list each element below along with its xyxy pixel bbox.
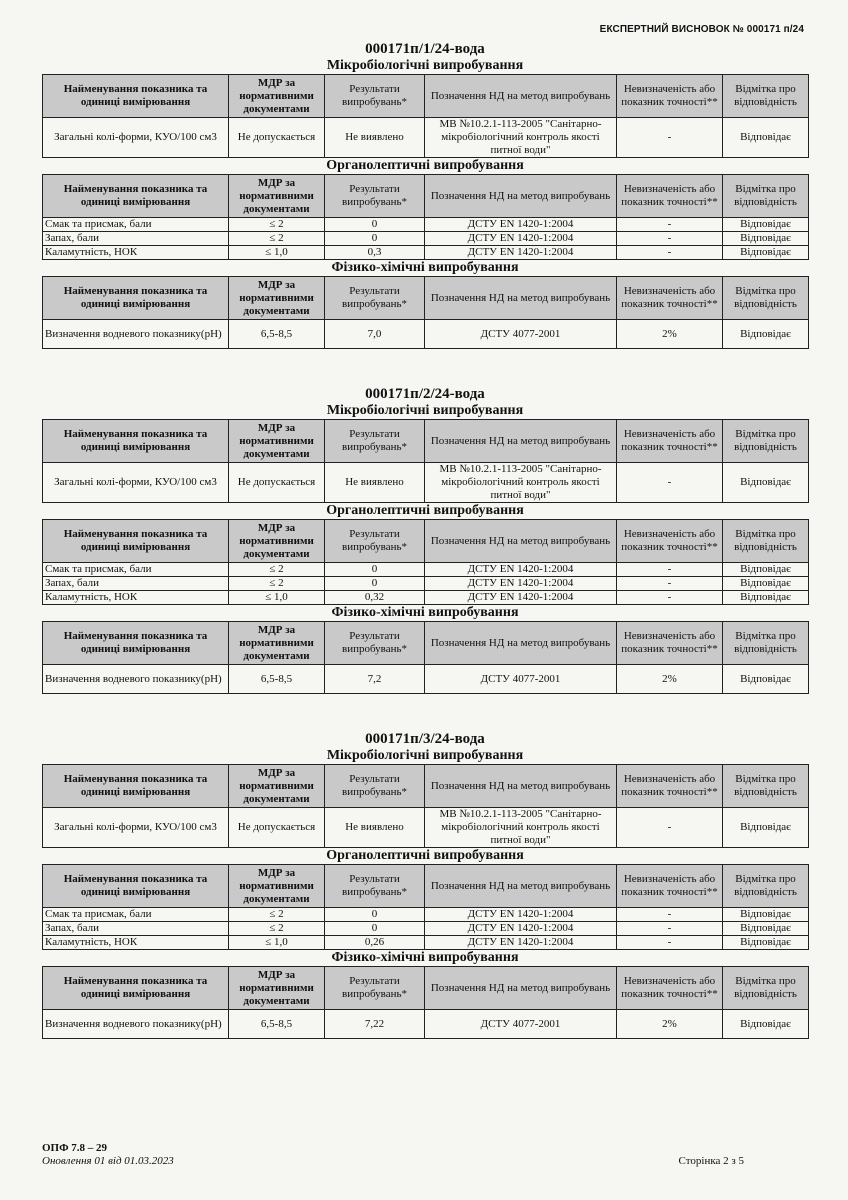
- cell-mdr: ≤ 1,0: [229, 591, 325, 605]
- cell-uncertainty: 2%: [617, 1010, 723, 1039]
- cell-mdr: ≤ 2: [229, 577, 325, 591]
- sample-id: 000171п/3/24-вода: [365, 731, 485, 747]
- table-row: [43, 936, 809, 950]
- cell-method: ДСТУ 4077-2001: [425, 1010, 617, 1039]
- cell-mdr: ≤ 1,0: [229, 246, 325, 260]
- column-header: Невизначеність або показник точності**: [617, 765, 723, 808]
- cell-uncertainty: -: [617, 563, 723, 577]
- column-header: МДР за нормативними документами: [229, 622, 325, 665]
- cell-indicator: Запах, бали: [43, 922, 229, 936]
- column-header: Позначення НД на метод випробувань: [425, 967, 617, 1010]
- column-header: Невизначеність або показник точності**: [617, 520, 723, 563]
- cell-indicator: Загальні колі-форми, КУО/100 см3: [43, 808, 229, 848]
- cell-uncertainty: -: [617, 218, 723, 232]
- cell-method: МВ №10.2.1-113-2005 "Санітарно-мікробіологічний контроль якості питної води": [425, 118, 617, 158]
- table-row: [43, 908, 809, 922]
- section-title-phys: Фізико-хімічні випробування: [331, 950, 519, 965]
- cell-indicator: Запах, бали: [43, 232, 229, 246]
- cell-indicator: Визначення водневого показнику(pH): [43, 665, 229, 694]
- footer-form-info: [42, 1142, 174, 1168]
- section-title-micro: Мікробіологічні випробування: [326, 58, 524, 73]
- organo-table: [42, 174, 809, 260]
- column-header: Результати випробувань*: [325, 765, 425, 808]
- cell-mdr: ≤ 2: [229, 218, 325, 232]
- cell-indicator: Визначення водневого показнику(pH): [43, 1010, 229, 1039]
- sample-block: [42, 385, 808, 730]
- cell-result: 0: [325, 218, 425, 232]
- column-header: Невизначеність або показник точності**: [617, 175, 723, 218]
- table-row: [43, 118, 809, 158]
- column-header: Відмітка про відповідність: [723, 622, 809, 665]
- column-header: Відмітка про відповідність: [723, 967, 809, 1010]
- table-header-row: [43, 75, 809, 118]
- cell-result: 0,26: [325, 936, 425, 950]
- cell-result: 0: [325, 577, 425, 591]
- column-header: Найменування показника та одиниці вимірювання: [43, 622, 229, 665]
- cell-mark: Відповідає: [723, 922, 809, 936]
- column-header: Позначення НД на метод випробувань: [425, 520, 617, 563]
- cell-result: 0,3: [325, 246, 425, 260]
- cell-uncertainty: -: [617, 591, 723, 605]
- cell-result: Не виявлено: [325, 118, 425, 158]
- column-header: Найменування показника та одиниці вимірювання: [43, 175, 229, 218]
- table-row: [43, 320, 809, 349]
- column-header: Відмітка про відповідність: [723, 765, 809, 808]
- column-header: Відмітка про відповідність: [723, 75, 809, 118]
- cell-mark: Відповідає: [723, 118, 809, 158]
- table-row: [43, 922, 809, 936]
- section-title-organo: Органолептичні випробування: [326, 158, 524, 173]
- column-header: Невизначеність або показник точності**: [617, 865, 723, 908]
- cell-indicator: Каламутність, НОК: [43, 936, 229, 950]
- table-header-row: [43, 622, 809, 665]
- page-number: Сторінка 2 з 5: [678, 1155, 744, 1167]
- cell-method: ДСТУ EN 1420-1:2004: [425, 577, 617, 591]
- cell-method: ДСТУ 4077-2001: [425, 665, 617, 694]
- column-header: Найменування показника та одиниці вимірювання: [43, 967, 229, 1010]
- column-header: Позначення НД на метод випробувань: [425, 765, 617, 808]
- cell-uncertainty: 2%: [617, 665, 723, 694]
- cell-uncertainty: -: [617, 936, 723, 950]
- column-header: МДР за нормативними документами: [229, 175, 325, 218]
- cell-mdr: 6,5-8,5: [229, 1010, 325, 1039]
- cell-method: ДСТУ EN 1420-1:2004: [425, 563, 617, 577]
- cell-uncertainty: -: [617, 232, 723, 246]
- column-header: Найменування показника та одиниці вимірювання: [43, 520, 229, 563]
- cell-mark: Відповідає: [723, 218, 809, 232]
- column-header: Відмітка про відповідність: [723, 277, 809, 320]
- cell-result: 0: [325, 232, 425, 246]
- table-header-row: [43, 175, 809, 218]
- cell-mark: Відповідає: [723, 232, 809, 246]
- column-header: МДР за нормативними документами: [229, 967, 325, 1010]
- cell-uncertainty: -: [617, 246, 723, 260]
- cell-mark: Відповідає: [723, 936, 809, 950]
- table-row: [43, 577, 809, 591]
- column-header: Найменування показника та одиниці вимірювання: [43, 420, 229, 463]
- column-header: Результати випробувань*: [325, 520, 425, 563]
- cell-method: ДСТУ EN 1420-1:2004: [425, 218, 617, 232]
- cell-result: Не виявлено: [325, 463, 425, 503]
- section-title-phys: Фізико-хімічні випробування: [331, 260, 519, 275]
- column-header: МДР за нормативними документами: [229, 520, 325, 563]
- cell-indicator: Смак та присмак, бали: [43, 908, 229, 922]
- table-row: [43, 563, 809, 577]
- cell-indicator: Каламутність, НОК: [43, 591, 229, 605]
- micro-table: [42, 74, 809, 158]
- cell-method: МВ №10.2.1-113-2005 "Санітарно-мікробіологічний контроль якості питної води": [425, 808, 617, 848]
- table-row: [43, 463, 809, 503]
- column-header: Відмітка про відповідність: [723, 420, 809, 463]
- table-row: [43, 218, 809, 232]
- cell-mdr: Не допускається: [229, 808, 325, 848]
- cell-mdr: Не допускається: [229, 118, 325, 158]
- cell-indicator: Загальні колі-форми, КУО/100 см3: [43, 463, 229, 503]
- column-header: Результати випробувань*: [325, 420, 425, 463]
- update-note: Оновлення 01 від 01.03.2023: [42, 1155, 174, 1167]
- cell-mdr: ≤ 2: [229, 908, 325, 922]
- section-title-phys: Фізико-хімічні випробування: [331, 605, 519, 620]
- column-header: Позначення НД на метод випробувань: [425, 420, 617, 463]
- table-header-row: [43, 765, 809, 808]
- column-header: Позначення НД на метод випробувань: [425, 622, 617, 665]
- section-title-organo: Органолептичні випробування: [326, 848, 524, 863]
- column-header: МДР за нормативними документами: [229, 765, 325, 808]
- cell-uncertainty: 2%: [617, 320, 723, 349]
- column-header: МДР за нормативними документами: [229, 277, 325, 320]
- table-row: [43, 232, 809, 246]
- cell-indicator: Визначення водневого показнику(pH): [43, 320, 229, 349]
- phys-table: [42, 966, 809, 1039]
- column-header: Невизначеність або показник точності**: [617, 75, 723, 118]
- cell-mdr: 6,5-8,5: [229, 665, 325, 694]
- micro-table: [42, 419, 809, 503]
- cell-method: ДСТУ EN 1420-1:2004: [425, 246, 617, 260]
- sample-block: [42, 730, 808, 1075]
- column-header: Результати випробувань*: [325, 75, 425, 118]
- cell-method: ДСТУ EN 1420-1:2004: [425, 908, 617, 922]
- column-header: МДР за нормативними документами: [229, 75, 325, 118]
- table-header-row: [43, 967, 809, 1010]
- table-row: [43, 1010, 809, 1039]
- cell-method: ДСТУ EN 1420-1:2004: [425, 232, 617, 246]
- column-header: Результати випробувань*: [325, 277, 425, 320]
- cell-mdr: ≤ 1,0: [229, 936, 325, 950]
- cell-indicator: Загальні колі-форми, КУО/100 см3: [43, 118, 229, 158]
- cell-indicator: Смак та присмак, бали: [43, 218, 229, 232]
- sample-id: 000171п/2/24-вода: [365, 386, 485, 402]
- column-header: Найменування показника та одиниці вимірювання: [43, 865, 229, 908]
- column-header: Позначення НД на метод випробувань: [425, 175, 617, 218]
- document-body: [42, 40, 808, 1075]
- organo-table: [42, 864, 809, 950]
- column-header: МДР за нормативними документами: [229, 865, 325, 908]
- cell-mdr: ≤ 2: [229, 563, 325, 577]
- column-header: Невизначеність або показник точності**: [617, 967, 723, 1010]
- cell-result: 0: [325, 908, 425, 922]
- cell-result: 7,22: [325, 1010, 425, 1039]
- phys-table: [42, 621, 809, 694]
- cell-mdr: Не допускається: [229, 463, 325, 503]
- cell-mdr: 6,5-8,5: [229, 320, 325, 349]
- column-header: Невизначеність або показник точності**: [617, 277, 723, 320]
- cell-uncertainty: -: [617, 577, 723, 591]
- column-header: Відмітка про відповідність: [723, 175, 809, 218]
- cell-result: Не виявлено: [325, 808, 425, 848]
- micro-table: [42, 764, 809, 848]
- column-header: Найменування показника та одиниці вимірювання: [43, 75, 229, 118]
- cell-mark: Відповідає: [723, 1010, 809, 1039]
- cell-mark: Відповідає: [723, 463, 809, 503]
- column-header: Невизначеність або показник точності**: [617, 420, 723, 463]
- table-header-row: [43, 277, 809, 320]
- column-header: Позначення НД на метод випробувань: [425, 277, 617, 320]
- column-header: Результати випробувань*: [325, 865, 425, 908]
- cell-method: ДСТУ EN 1420-1:2004: [425, 936, 617, 950]
- cell-mark: Відповідає: [723, 577, 809, 591]
- cell-uncertainty: -: [617, 922, 723, 936]
- cell-mark: Відповідає: [723, 563, 809, 577]
- cell-mdr: ≤ 2: [229, 922, 325, 936]
- section-title-micro: Мікробіологічні випробування: [326, 748, 524, 763]
- table-row: [43, 246, 809, 260]
- cell-mark: Відповідає: [723, 665, 809, 694]
- cell-result: 7,0: [325, 320, 425, 349]
- cell-indicator: Запах, бали: [43, 577, 229, 591]
- cell-result: 0: [325, 563, 425, 577]
- document-header: ЕКСПЕРТНИЙ ВИСНОВОК № 000171 п/24: [599, 24, 804, 35]
- cell-uncertainty: -: [617, 463, 723, 503]
- cell-method: ДСТУ EN 1420-1:2004: [425, 591, 617, 605]
- sample-id: 000171п/1/24-вода: [365, 41, 485, 57]
- table-row: [43, 591, 809, 605]
- table-header-row: [43, 865, 809, 908]
- cell-mark: Відповідає: [723, 591, 809, 605]
- cell-mark: Відповідає: [723, 808, 809, 848]
- cell-uncertainty: -: [617, 808, 723, 848]
- column-header: Найменування показника та одиниці вимірювання: [43, 765, 229, 808]
- column-header: Результати випробувань*: [325, 175, 425, 218]
- cell-indicator: Каламутність, НОК: [43, 246, 229, 260]
- column-header: Невизначеність або показник точності**: [617, 622, 723, 665]
- table-header-row: [43, 420, 809, 463]
- table-row: [43, 665, 809, 694]
- sample-block: [42, 40, 808, 385]
- cell-method: ДСТУ EN 1420-1:2004: [425, 922, 617, 936]
- cell-result: 7,2: [325, 665, 425, 694]
- column-header: Відмітка про відповідність: [723, 520, 809, 563]
- cell-method: ДСТУ 4077-2001: [425, 320, 617, 349]
- cell-mark: Відповідає: [723, 908, 809, 922]
- cell-method: МВ №10.2.1-113-2005 "Санітарно-мікробіологічний контроль якості питної води": [425, 463, 617, 503]
- cell-result: 0,32: [325, 591, 425, 605]
- column-header: Позначення НД на метод випробувань: [425, 75, 617, 118]
- table-header-row: [43, 520, 809, 563]
- cell-result: 0: [325, 922, 425, 936]
- cell-uncertainty: -: [617, 908, 723, 922]
- column-header: Результати випробувань*: [325, 622, 425, 665]
- column-header: Відмітка про відповідність: [723, 865, 809, 908]
- form-code: ОПФ 7.8 – 29: [42, 1142, 108, 1154]
- cell-uncertainty: -: [617, 118, 723, 158]
- column-header: Найменування показника та одиниці вимірювання: [43, 277, 229, 320]
- phys-table: [42, 276, 809, 349]
- section-title-organo: Органолептичні випробування: [326, 503, 524, 518]
- table-row: [43, 808, 809, 848]
- cell-mark: Відповідає: [723, 246, 809, 260]
- column-header: Позначення НД на метод випробувань: [425, 865, 617, 908]
- section-title-micro: Мікробіологічні випробування: [326, 403, 524, 418]
- cell-indicator: Смак та присмак, бали: [43, 563, 229, 577]
- cell-mdr: ≤ 2: [229, 232, 325, 246]
- organo-table: [42, 519, 809, 605]
- cell-mark: Відповідає: [723, 320, 809, 349]
- column-header: МДР за нормативними документами: [229, 420, 325, 463]
- column-header: Результати випробувань*: [325, 967, 425, 1010]
